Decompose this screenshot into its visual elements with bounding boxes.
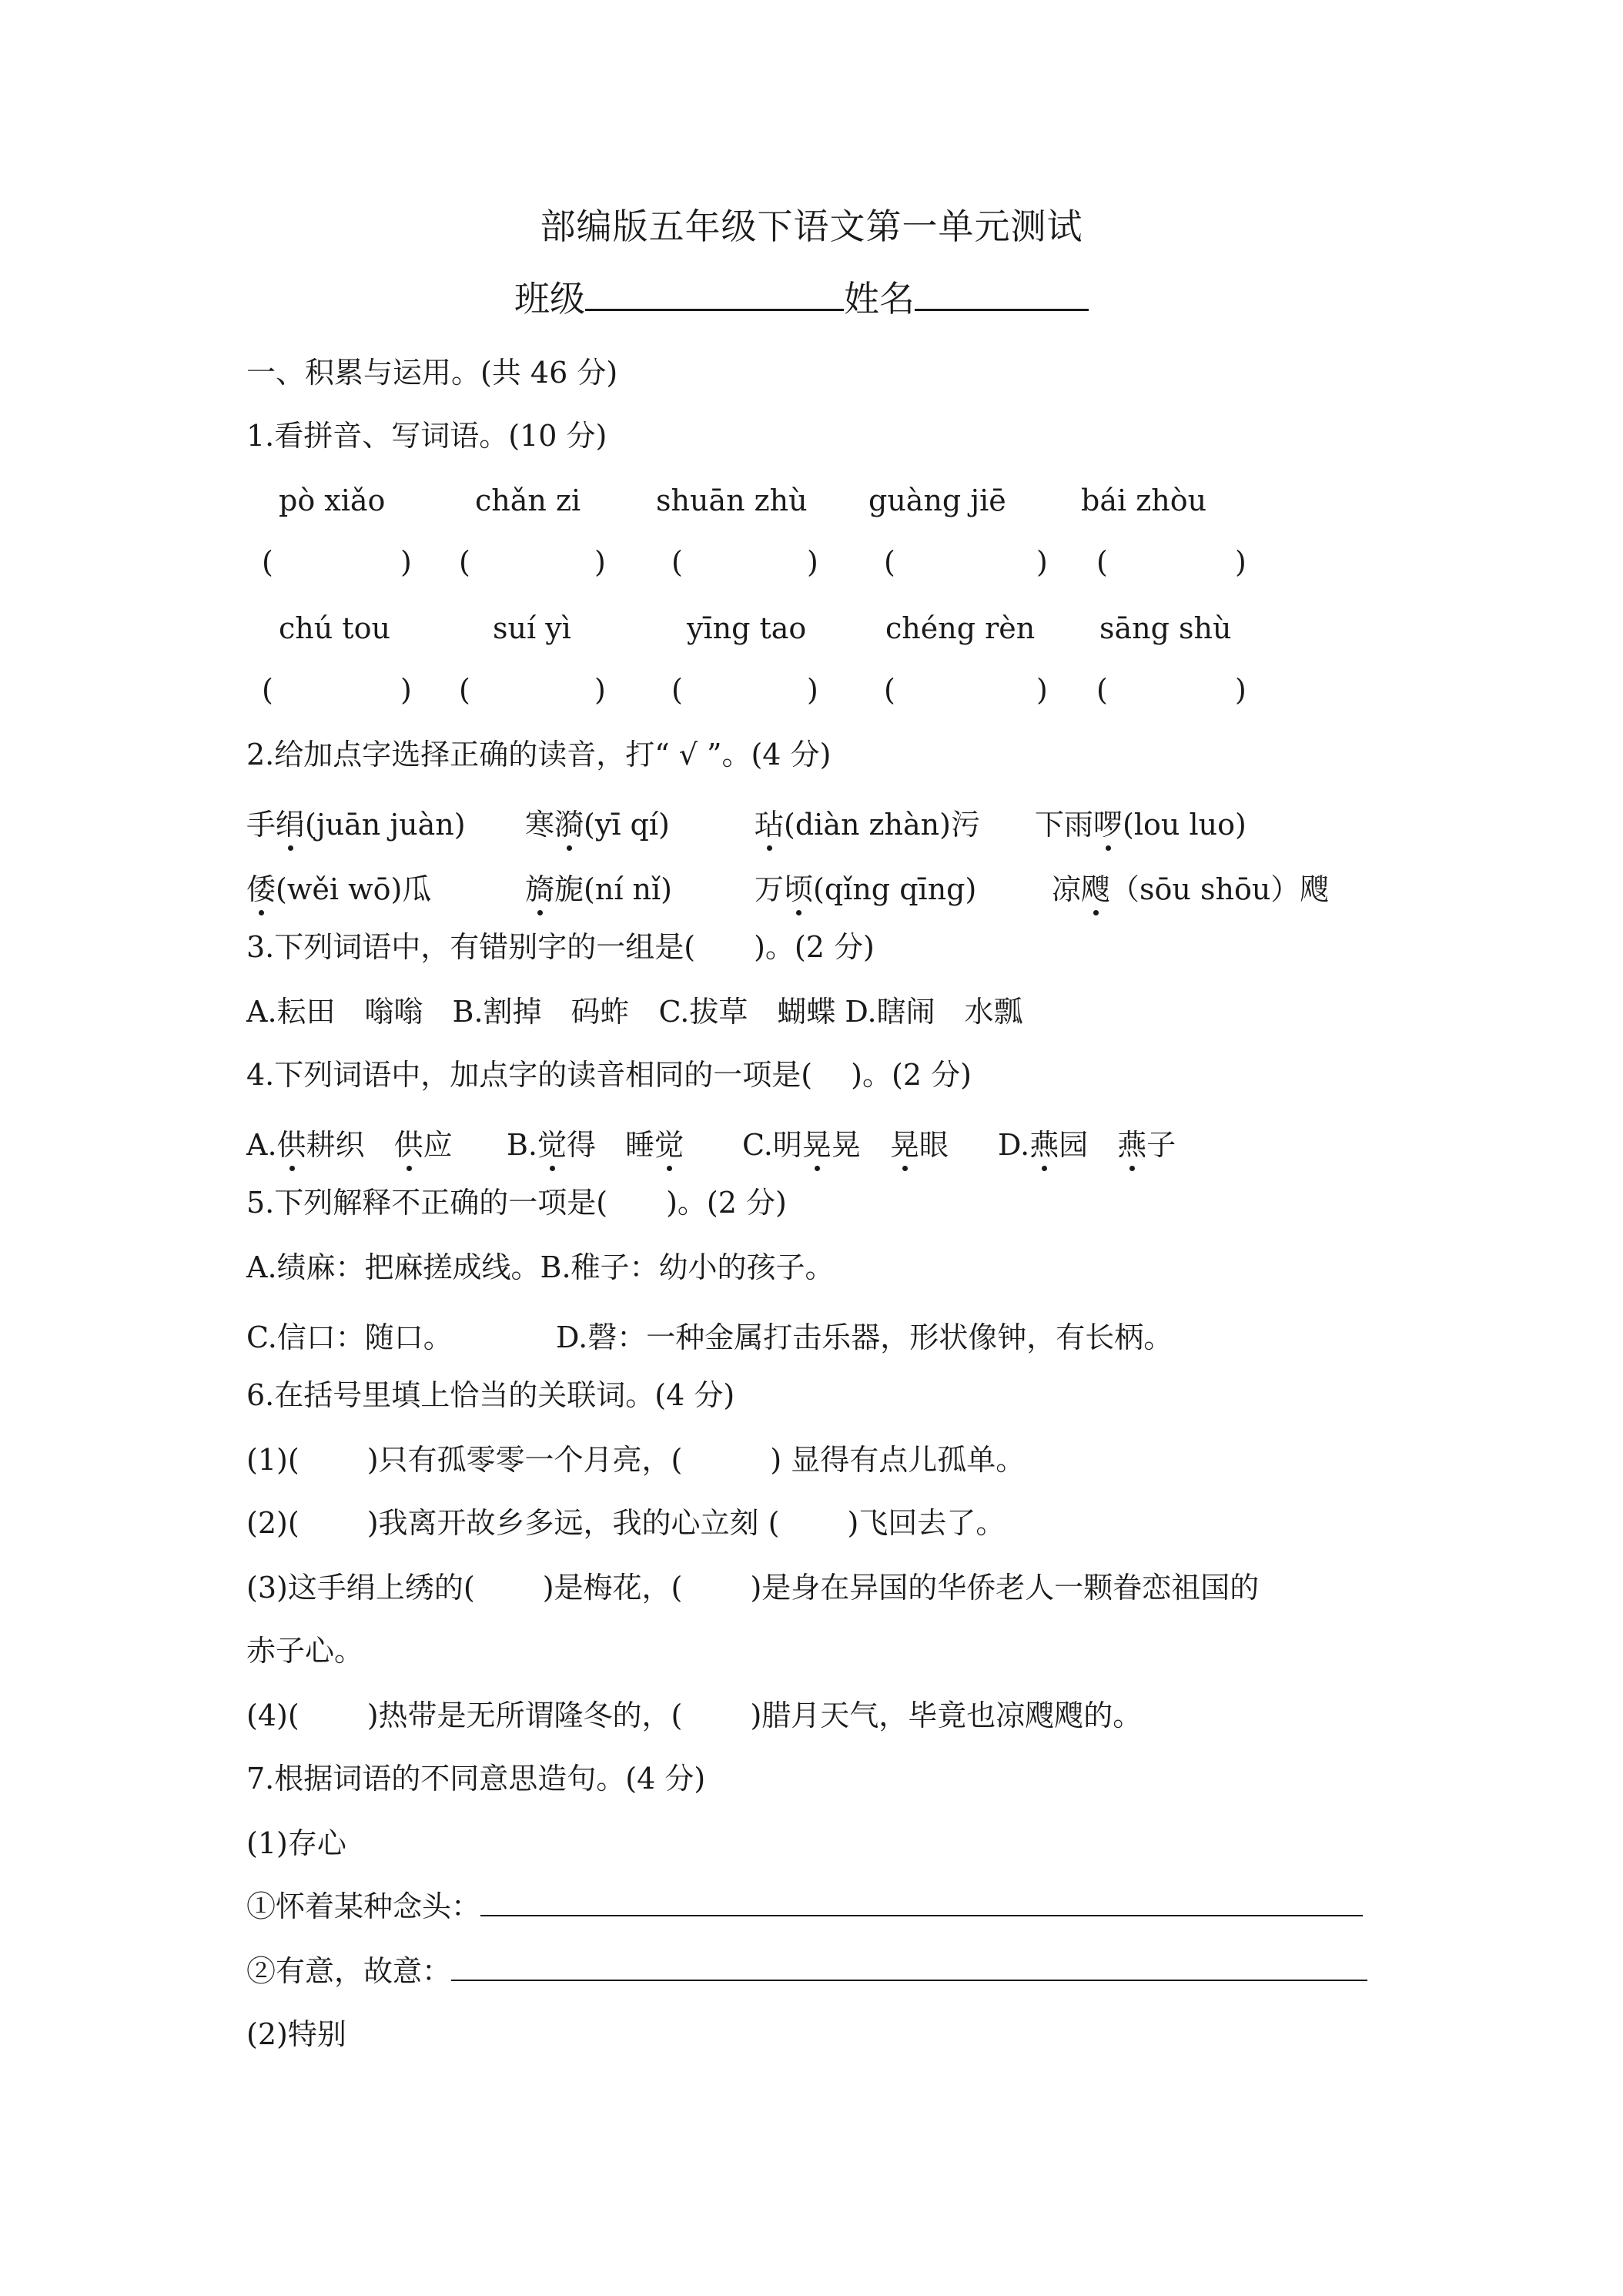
paren-open: ( xyxy=(1096,545,1108,579)
dotted-char: 绢 xyxy=(276,801,305,843)
pinyin-item: shuān zhù xyxy=(656,484,808,517)
dotted-char: 玷 xyxy=(755,801,784,843)
q1-prompt: 1.看拼音、写词语。(10 分) xyxy=(246,419,607,453)
paren-open: ( xyxy=(1096,673,1108,707)
answer-line[interactable] xyxy=(451,1953,1367,1981)
q6-sentence-2: (2)( )我离开故乡多远，我的心立刻 ( )飞回去了。 xyxy=(246,1506,1006,1540)
q2-item: 凉飕（sōu shōu）飕 xyxy=(1052,865,1329,908)
pinyin-item: bái zhòu xyxy=(1081,484,1207,517)
pinyin-item: chǎn zi xyxy=(475,484,581,517)
dotted-char: 漪 xyxy=(554,801,584,843)
dotted-char: 倭 xyxy=(246,865,276,908)
class-blank[interactable] xyxy=(585,286,844,311)
q4-prompt: 4.下列词语中，加点字的读音相同的一项是( )。(2 分) xyxy=(246,1058,972,1092)
q5-line1: A.绩麻：把麻搓成线。B.稚子：幼小的孩子。 xyxy=(246,1250,835,1284)
paren-open: ( xyxy=(459,673,470,707)
dotted-char: 供 xyxy=(394,1121,423,1163)
pinyin-item: pò xiǎo xyxy=(279,484,386,517)
dotted-char: 晃 xyxy=(890,1121,919,1163)
paren-close: ) xyxy=(400,545,412,579)
paren-close: ) xyxy=(400,673,412,707)
q2-item: 下雨啰(lou luo) xyxy=(1035,801,1247,843)
dotted-char: 觉 xyxy=(654,1121,684,1163)
q2-item: 手绢(juān juàn) xyxy=(246,801,466,843)
paren-close: ) xyxy=(1036,673,1048,707)
q7-meaning-1: ①怀着某种念头： xyxy=(246,1888,1363,1925)
paren-open: ( xyxy=(262,545,273,579)
dotted-char: 觉 xyxy=(537,1121,567,1163)
q6-sentence-3: (3)这手绢上绣的( )是梅花，( )是身在异国的华侨老人一颗眷恋祖国的 xyxy=(246,1571,1260,1605)
paren-close: ) xyxy=(594,545,606,579)
name-blank[interactable] xyxy=(915,286,1089,311)
pinyin-item: sāng shù xyxy=(1099,611,1232,645)
q4-option: C.明晃晃 晃眼 xyxy=(742,1121,949,1163)
name-label: 姓名 xyxy=(844,278,915,320)
pinyin-item: yīng tao xyxy=(687,611,807,645)
paren-close: ) xyxy=(1036,545,1048,579)
q7-word-1: (1)存心 xyxy=(246,1826,346,1860)
paren-close: ) xyxy=(1235,673,1247,707)
paren-close: ) xyxy=(1235,545,1247,579)
dotted-char: 啰 xyxy=(1093,801,1123,843)
dotted-char: 燕 xyxy=(1029,1121,1059,1163)
paren-open: ( xyxy=(671,545,683,579)
dotted-char: 旖 xyxy=(525,865,554,908)
q2-prompt: 2.给加点字选择正确的读音，打“ √ ”。(4 分) xyxy=(246,738,832,771)
q4-option: D.燕园 燕子 xyxy=(998,1121,1176,1163)
q6-sentence-4: (4)( )热带是无所谓隆冬的，( )腊月天气，毕竟也凉飕飕的。 xyxy=(246,1699,1143,1732)
q7-word-2: (2)特别 xyxy=(246,2017,346,2051)
paren-open: ( xyxy=(459,545,470,579)
page-title: 部编版五年级下语文第一单元测试 xyxy=(540,206,1083,247)
dotted-char: 晃 xyxy=(802,1121,832,1163)
q7-prompt: 7.根据词语的不同意思造句。(4 分) xyxy=(246,1762,706,1796)
paren-close: ) xyxy=(594,673,606,707)
dotted-char: 燕 xyxy=(1117,1121,1146,1163)
dotted-char: 顷 xyxy=(784,865,813,908)
q2-item: 万顷(qǐng qīng) xyxy=(755,865,976,908)
q3-options: A.耘田 嗡嗡 B.割掉 码蚱 C.拔草 蝴蝶 D.瞎闹 水瓢 xyxy=(246,995,1023,1029)
q3-prompt: 3.下列词语中，有错别字的一组是( )。(2 分) xyxy=(246,930,875,964)
q2-item: 寒漪(yī qí) xyxy=(525,801,670,843)
section1-heading: 一、积累与运用。(共 46 分) xyxy=(246,356,618,390)
paren-open: ( xyxy=(671,673,683,707)
class-name-line xyxy=(514,271,1089,322)
paren-open: ( xyxy=(884,545,895,579)
pinyin-item: guàng jiē xyxy=(868,484,1006,517)
dotted-char: 飕 xyxy=(1081,865,1110,908)
q5-option-d: D.磬：一种金属打击乐器，形状像钟，有长柄。 xyxy=(556,1320,1173,1354)
pinyin-item: chú tou xyxy=(279,611,390,645)
q6-sentence-3-cont: 赤子心。 xyxy=(246,1634,364,1668)
answer-line[interactable] xyxy=(480,1889,1363,1916)
paren-open: ( xyxy=(884,673,895,707)
class-label: 班级 xyxy=(514,278,585,320)
q2-item: 玷(diàn zhàn)污 xyxy=(755,801,980,843)
dotted-char: 供 xyxy=(277,1121,306,1163)
pinyin-item: chéng rèn xyxy=(885,611,1036,645)
q5-option-c: C.信口：随口。 xyxy=(246,1320,453,1354)
q5-prompt: 5.下列解释不正确的一项是( )。(2 分) xyxy=(246,1186,787,1220)
q7-meaning-2: ②有意，故意： xyxy=(246,1953,1367,1990)
q2-item: 倭(wěi wō)瓜 xyxy=(246,865,431,908)
paren-open: ( xyxy=(262,673,273,707)
q4-option: B.觉得 睡觉 xyxy=(507,1121,684,1163)
pinyin-item: suí yì xyxy=(493,611,571,645)
q6-prompt: 6.在括号里填上恰当的关联词。(4 分) xyxy=(246,1378,735,1412)
q6-sentence-1: (1)( )只有孤零零一个月亮，( ) 显得有点儿孤单。 xyxy=(246,1443,1026,1477)
q4-option: A.供耕织 供应 xyxy=(246,1121,453,1163)
q2-item: 旖旎(ní nǐ) xyxy=(525,865,672,908)
paren-close: ) xyxy=(807,673,818,707)
paren-close: ) xyxy=(807,545,818,579)
